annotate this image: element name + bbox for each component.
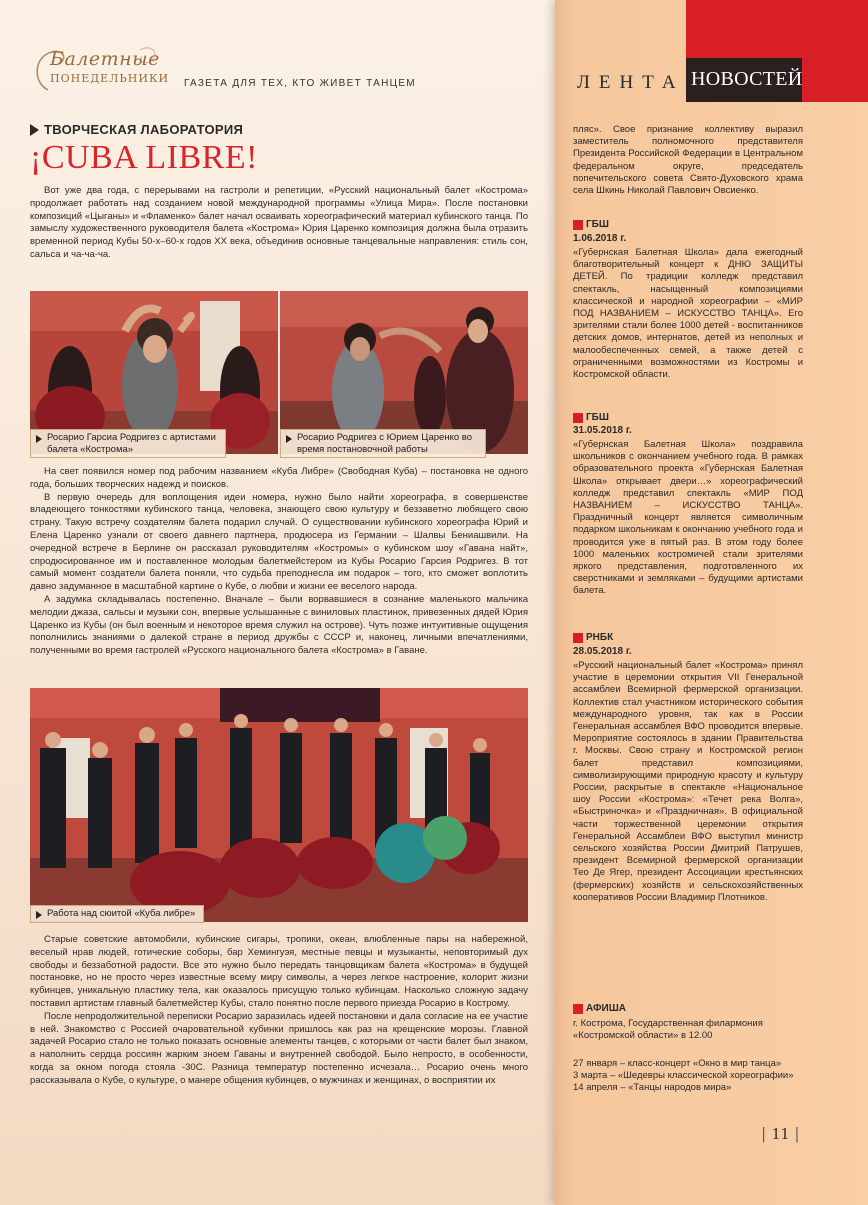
- news-source: ГБШ: [586, 412, 609, 423]
- intro-paragraph: Вот уже два года, с перерывами на гастроли и репетиции, «Русский национальный балет «Кострома» продолжает работать над созданием новой международной программы «Улица Мира». После постановки композиций «Цыганы» и «Фламенко» балет начал осваивать хореографический материал кубинского танца. По замыслу художественного руководителя балета «Кострома» Юрия Царенко композиция должна была отразить временной период Кубы 50-х–60-х годов XX века, объединив основные танцевальные направления: стиль сон, сальса и ча-ча-ча.: [30, 185, 528, 260]
- news-item-1-date: 1.06.2018 г.: [573, 233, 627, 244]
- news-item-3-source: [573, 632, 613, 643]
- page-number: | 11 |: [762, 1124, 800, 1143]
- news-item-2-date: 31.05.2018 г.: [573, 425, 632, 436]
- caption-triangle-icon: [36, 911, 42, 919]
- sidebar-title-light: ЛЕНТА: [577, 72, 685, 93]
- page-number-value: 11: [771, 1124, 791, 1143]
- afisha-heading: [573, 1003, 626, 1014]
- suite-rehearsal-image: [30, 688, 528, 922]
- news-item-3-text: «Русский национальный балет «Кострома» принял участие в церемонии открытия VII Генеральной ассамблеи Всемирной фермерской организации. Коллектив стал участником исторического события международного уровня, так как в России Генеральная ассамблея ВФО проводится впервые. Мероприятие состоялось в здании Правительства г. Москвы. Свою страну и Костромской регион балет представил композициями, символизирующими природную красоту и культуру России, раскрытые в спектакле «Национальное шоу России «Кострома»: «Течет река Волга», «Быстриночка» и «Праздничная». В официальной части торжественной церемонии открытия Генеральной Ассамблеи ВФО выступил министр сельского хозяйства России Дмитрий Патрушев, президент Всемирной фермерской организации Тео Де Ягер, президент Ассоциации крестьянских (фермерских) хозяйств и сельскохозяйственных кооперативов России Владимир Плотников.: [573, 660, 803, 903]
- body2-paragraph-2: После непродолжительной переписки Росарио заразилась идеей постановки и дала согласие на ее участие в ней. Знакомство с Россией очаровательной кубинки пришлось как раз на крещенские морозы. Главной задачей Росарио стало не только показать основные элементы танцев, с которыми от части балет был знаком, а наполнить сердца россиян жарким зноем Гаваны и внутренней свободой. Было непросто, в особенности, когда за окном погода стояла -30С. Разница температур постепенно исчезала… Росарио очень много рассказывала о Кубе, о культуре, о манере общения кубинцев, о мужчинах и женщинах, о восприятии их: [30, 1010, 528, 1086]
- article-body-2: [30, 934, 528, 1088]
- news-item-2-text: «Губернская Балетная Школа» поздравила школьников с окончанием учебного года. В рамках образовательного проекта «Губернская Балетная Школа» открывает двери…» хореографический колледж представил спектакль «МИР ПОД НАЗВАНИЕМ – ИСКУССТВО ТАНЦА». Праздничный концерт является символичным подарком школьникам к окончанию учебного года и проводится уже в пятый раз. В этом году более 1000 маленьких костромичей стали зрителями яркого представления, подготовленного их сверстниками и земляками – будущими артистами балета.: [573, 439, 803, 597]
- afisha-event: 3 марта – «Шедевры классической хореографии»: [573, 1070, 794, 1082]
- afisha-venue-line1: г. Кострома, Государственная филармония: [573, 1018, 763, 1029]
- article-body-1: [30, 466, 528, 658]
- afisha-event: 14 апреля – «Танцы народов мира»: [573, 1082, 732, 1094]
- photo-cuba-libre-rehearsal: [30, 688, 528, 922]
- body1-paragraph-2: В первую очередь для воплощения идеи номера, нужно было найти хореографа, в совершенстве владеющего тонкостями кубинского танца, человека, знающего свою культуру и беззаветно любящего свою страну. Такую встречу создателям балета подарил случай. О существовании кубинского хореографа Юрий и Елена Царенко узнали от своего давнего партнера, продюсера из Германии – Шалвы Бениашвили. На очередной встрече в Берлине он рассказал руководителям «Костромы» о кубинском шоу «Гавана найт», спродюсированное им и поставленное молодым балетмейстером из Кубы Росарио Гарсия Родригез. В тот самый момент создатели балета поняли, что судьба преподнесла им подарок – того, кто сможет воплотить давно задуманное в масштабной картине о Кубе, о любви и жизни ее веселого народа.: [30, 491, 528, 593]
- caption2-text: Росарио Родригез с Юрием Царенко во время постановочной работы: [297, 432, 472, 455]
- section-text: ТВОРЧЕСКАЯ ЛАБОРАТОРИЯ: [44, 122, 244, 137]
- red-square-icon: [573, 1004, 583, 1014]
- news-item-1-text: «Губернская Балетная Школа» дала ежегодный благотворительный концерт к ДНЮ ЗАЩИТЫ ДЕТЕЙ. По традиции колледж представил спектакль, насыщенный композициями классической и народной хореографии – «МИР ПОД НАЗВАНИЕМ – ИСКУССТВО ТАНЦА». Его зрителями стали более 1000 детей - воспитанников детских домов, интернатов, детей из неполных и малообеспеченных семей, а также детей с ограниченными возможностями из Костромы и Костромской области.: [573, 247, 803, 381]
- news-item-3-date: 28.05.2018 г.: [573, 646, 632, 657]
- logo-line2: ПОНЕДЕЛЬНИКИ: [50, 72, 170, 85]
- section-label: [30, 122, 243, 137]
- body2-paragraph-1: Старые советские автомобили, кубинские сигары, тропики, океан, влюбленные пары на набережной, веселый нрав людей, готические соборы, бар Хемингуэя, местные певцы и музыканты, неповторимый дух свободы и беззаботной радости. Все это нужно было передать танцовщикам балета «Кострома» в будущей постановке, но не просто через известные всему миру символы, а через легкое настроение, колорит жизни кубинцев, уникальную пластику тела, как оказалось присущую только кубинцам. Насколько сложную задачу поставил артистам главный балетмейстер Кубы, стало понятно после первого приезда Росарио в Кострому.: [30, 934, 528, 1009]
- caption1-text: Росарио Гарсиа Родригез с артистами балета «Кострома»: [47, 432, 216, 455]
- red-square-icon: [573, 220, 583, 230]
- headline: ¡CUBA LIBRE!: [30, 139, 258, 176]
- news-item-1-source: [573, 219, 609, 230]
- body1-paragraph-3: А задумка складывалась постепенно. Вначале – были ворвавшиеся в сознание маленького мальчика мелодии джаза, сальсы и музыки сон, впервые услышанные с виниловых пластинок, привезенных дядей Юрия Царенко из Кубы (он был военным и некоторое время служил на острове). Чуть позже интуитивные ощущения пополнились знаниями о далекой стране в период дружбы с СССР и, наконец, личными впечатлениями, полученными во время гастролей «Русского национального балета «Кострома» в Гаване.: [30, 593, 528, 657]
- news-sidebar: [555, 0, 868, 1205]
- news-source: РНБК: [586, 632, 614, 643]
- caption3-text: Работа над сюитой «Куба либре»: [47, 908, 196, 919]
- continued-text: пляс». Свое признание коллективу выразил заместитель полномочного представителя Президента Российской Федерации в Центральном федеральном округе, председатель попечительского совета Свято-Духовского храма села Шкинь Николай Павлович Овсиенко.: [573, 124, 803, 197]
- article-intro: [30, 185, 528, 262]
- caption-photo1: [30, 429, 226, 458]
- caption-triangle-icon: [286, 435, 292, 443]
- tagline: ГАЗЕТА ДЛЯ ТЕХ, КТО ЖИВЕТ ТАНЦЕМ: [184, 78, 416, 89]
- caption-triangle-icon: [36, 435, 42, 443]
- red-square-icon: [573, 413, 583, 423]
- logo: [28, 42, 178, 94]
- logo-line1: Балетные: [50, 48, 160, 70]
- caption-photo3: [30, 905, 204, 923]
- afisha-events: [573, 1058, 803, 1095]
- red-square-icon: [573, 633, 583, 643]
- afisha-event: 27 января – класс-концерт «Окно в мир танца»: [573, 1058, 782, 1069]
- news-item-2-source: [573, 412, 609, 423]
- afisha-venue: [573, 1018, 803, 1042]
- triangle-icon: [30, 124, 39, 136]
- body1-paragraph-1: На свет появился номер под рабочим названием «Куба Либре» (Свободная Куба) – постановка не одного года, больших творческих надежд и поисков.: [30, 466, 528, 490]
- news-source: ГБШ: [586, 219, 609, 230]
- afisha-venue-line2: «Костромской области» в 12.00: [573, 1030, 713, 1042]
- sidebar-title-dark: НОВОСТЕЙ: [691, 68, 803, 90]
- caption-photo2: [280, 429, 486, 458]
- afisha-title: АФИША: [586, 1003, 626, 1014]
